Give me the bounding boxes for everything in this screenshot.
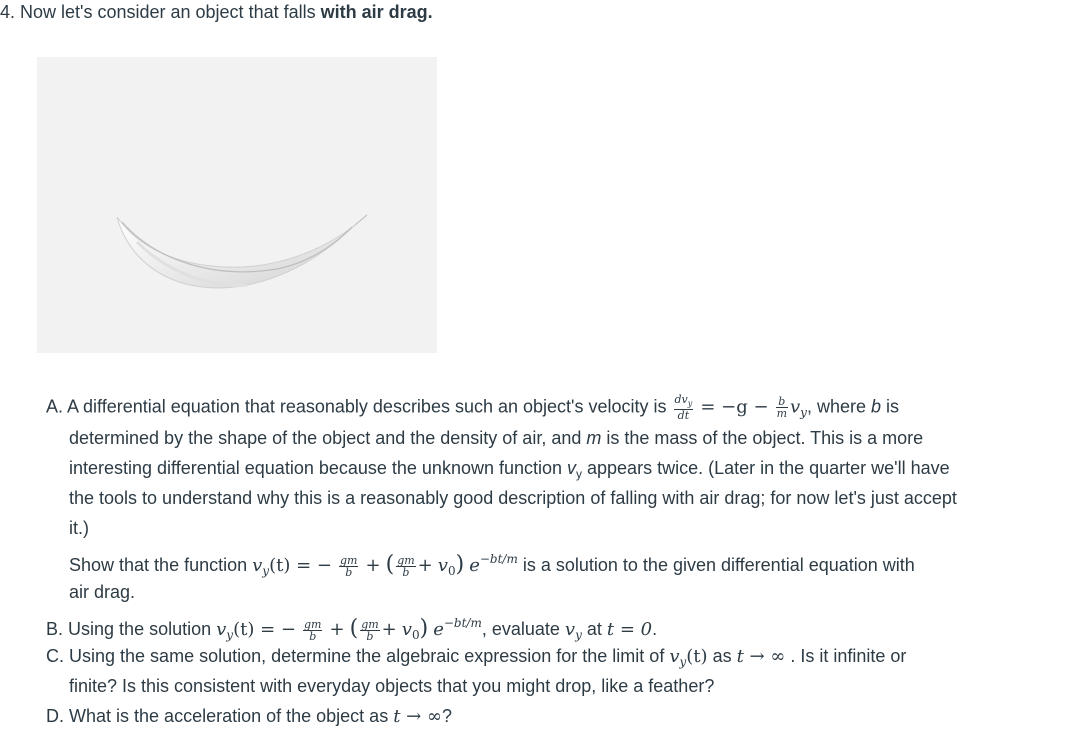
feather-icon bbox=[37, 57, 437, 353]
part-b-letter: B. bbox=[46, 619, 64, 639]
part-a-letter: A. bbox=[46, 396, 64, 417]
question-heading bbox=[0, 2, 433, 23]
show-suffix: is a solution to the given differential equation with bbox=[522, 555, 915, 575]
show-line: Show that the function $v_y(t)$ = − $\frac{gm}{b}$ + ( $\frac{gm}{b}$ + $v_0$) $e^{-bt/m}$ is a solution to the given differential equation with bbox=[69, 552, 915, 579]
part-c-line-1: C. Using the same solution, determine the algebraic expression for the limit of $v_y(t)$ as t → ∞ . Is it infinite or bbox=[46, 646, 907, 669]
show-prefix: Show that the function bbox=[69, 555, 253, 575]
part-d-letter: D. bbox=[46, 706, 64, 726]
heading-bold-text: with air drag. bbox=[320, 2, 433, 22]
part-a-intro: A differential equation that reasonably describes such an object's velocity is bbox=[67, 396, 667, 417]
dvy-dt-fraction: $\frac{dv_y}{dt}$ bbox=[674, 393, 693, 423]
show-line-2: air drag. bbox=[69, 582, 136, 602]
part-d-line: D. What is the acceleration of the object as t → ∞? bbox=[46, 706, 452, 727]
part-a-line-5: it.) bbox=[69, 518, 89, 538]
part-c-letter: C. bbox=[46, 646, 64, 666]
b-over-m-fraction: $\frac{b}{m}$ bbox=[776, 395, 787, 421]
feather-image bbox=[37, 57, 437, 353]
part-b-line: B. Using the solution $v_y(t)$ = − $\frac{gm}{b}$ + ( $\frac{gm}{b}$ + $v_0$) $e^{-bt/m}$, evaluate $v_y$ at t = 0. bbox=[46, 616, 658, 643]
part-c-line-2: finite? Is this consistent with everyday objects that you might drop, like a feather? bbox=[69, 676, 715, 696]
part-a-line-3: interesting differential equation because the unknown function $v_y$ appears twice. (Later in the quarter we'll have bbox=[69, 458, 950, 481]
part-a-line-1: A. A differential equation that reasonably describes such an object's velocity is $\frac{dv_y}{dt}$ = −g − $\frac{b}{m}$ $v_y$, where b is bbox=[46, 393, 899, 423]
part-a-line-2: determined by the shape of the object and the density of air, and m is the mass of the object. This is a more bbox=[69, 428, 924, 448]
equation-rhs: = −g − bbox=[700, 396, 769, 418]
heading-text: 4. Now let's consider an object that falls bbox=[0, 2, 321, 22]
part-a-line-4: the tools to understand why this is a reasonably good description of falling with air drag; for now let's just accept bbox=[69, 488, 957, 508]
